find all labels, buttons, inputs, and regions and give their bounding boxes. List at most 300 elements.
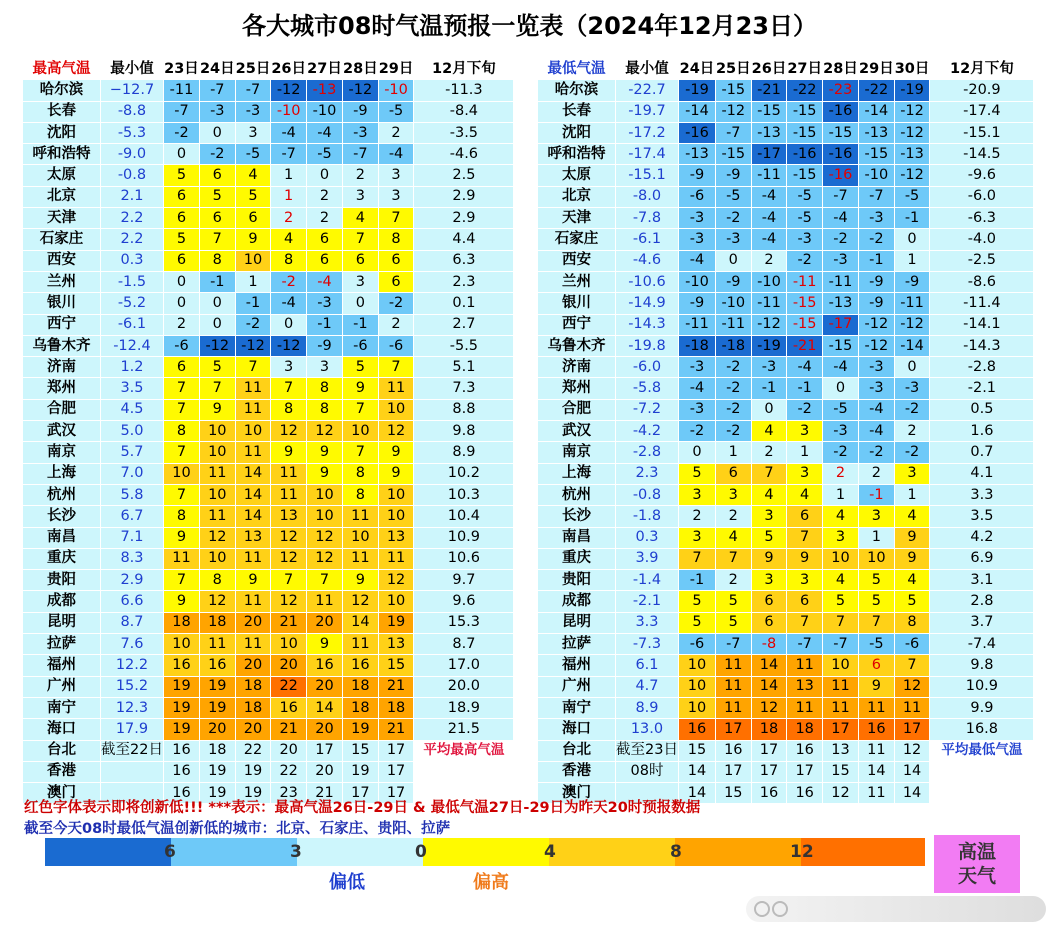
legend-tick-6: 6 bbox=[164, 842, 176, 862]
temp-cell: 18 bbox=[199, 612, 235, 633]
min-value: 5.0 bbox=[101, 421, 164, 442]
temp-cell: 11 bbox=[235, 442, 271, 463]
temp-cell: -6 bbox=[678, 186, 715, 207]
min-value: -19.8 bbox=[616, 335, 679, 356]
temp-cell: 8 bbox=[307, 399, 343, 420]
monthly-value: 20.0 bbox=[414, 676, 514, 697]
temp-cell: -4 bbox=[751, 186, 787, 207]
monthly-value: -14.5 bbox=[930, 144, 1034, 165]
temp-cell: 11 bbox=[271, 463, 307, 484]
min-value: 1.2 bbox=[101, 357, 164, 378]
temp-cell: -9 bbox=[715, 165, 751, 186]
temp-cell: 5 bbox=[678, 591, 715, 612]
temp-cell: 18 bbox=[751, 719, 787, 740]
temp-cell: 10 bbox=[307, 506, 343, 527]
monthly-value: 9.9 bbox=[930, 697, 1034, 718]
min-value: -14.3 bbox=[616, 314, 679, 335]
temp-cell: -4 bbox=[378, 144, 414, 165]
table-row bbox=[23, 676, 514, 697]
temp-cell: -2 bbox=[823, 442, 859, 463]
temp-cell: 13 bbox=[378, 527, 414, 548]
temp-cell: 0 bbox=[163, 144, 199, 165]
temp-cell: 7 bbox=[715, 548, 751, 569]
table-row bbox=[538, 399, 1034, 420]
min-value: 12.2 bbox=[101, 655, 164, 676]
city-name: 乌鲁木齐 bbox=[23, 335, 101, 356]
temp-cell: 7 bbox=[163, 442, 199, 463]
temp-cell: -10 bbox=[378, 80, 414, 101]
temp-cell: 8 bbox=[271, 399, 307, 420]
temp-cell: -4 bbox=[859, 399, 895, 420]
legend-high-label: 偏高 bbox=[473, 872, 509, 893]
temp-cell: 0 bbox=[163, 293, 199, 314]
temp-cell: -21 bbox=[751, 80, 787, 101]
temp-cell: 12 bbox=[271, 548, 307, 569]
temp-cell: -19 bbox=[678, 80, 715, 101]
min-value: 7.1 bbox=[101, 527, 164, 548]
temp-cell: -2 bbox=[678, 421, 715, 442]
table-row bbox=[538, 697, 1034, 718]
temp-cell: -2 bbox=[715, 357, 751, 378]
temp-cell: 16 bbox=[678, 719, 715, 740]
temp-cell: -4 bbox=[307, 271, 343, 292]
monthly-value: -14.3 bbox=[930, 335, 1034, 356]
temp-cell: 7 bbox=[378, 357, 414, 378]
temp-cell: 20 bbox=[271, 655, 307, 676]
temp-cell: -10 bbox=[678, 271, 715, 292]
monthly-value: 7.3 bbox=[414, 378, 514, 399]
temp-cell: -9 bbox=[343, 101, 379, 122]
temp-cell: -3 bbox=[678, 208, 715, 229]
temp-cell: -12 bbox=[894, 122, 930, 143]
table-row bbox=[23, 101, 514, 122]
temp-cell: 7 bbox=[199, 378, 235, 399]
monthly-value: 17.0 bbox=[414, 655, 514, 676]
temp-cell: 8 bbox=[894, 612, 930, 633]
temp-cell: 7 bbox=[271, 570, 307, 591]
temp-cell: 15 bbox=[343, 740, 379, 761]
temp-cell: -16 bbox=[823, 144, 859, 165]
temp-cell: 9 bbox=[378, 463, 414, 484]
monthly-value: -8.4 bbox=[414, 101, 514, 122]
temp-cell: -1 bbox=[678, 570, 715, 591]
city-name: 福州 bbox=[23, 655, 101, 676]
temp-cell: 13 bbox=[823, 740, 859, 761]
watermark-dot-icon bbox=[772, 901, 788, 917]
city-name: 长沙 bbox=[23, 506, 101, 527]
temp-cell: 0 bbox=[751, 399, 787, 420]
temp-cell: 4 bbox=[235, 165, 271, 186]
temp-cell: 4 bbox=[751, 484, 787, 505]
city-name: 台北 bbox=[23, 740, 101, 761]
city-name: 长春 bbox=[23, 101, 101, 122]
temp-cell: 5 bbox=[343, 357, 379, 378]
city-name: 合肥 bbox=[538, 399, 616, 420]
legend-tick-8: 8 bbox=[670, 842, 682, 862]
temp-cell: -4 bbox=[823, 357, 859, 378]
temp-cell: 2 bbox=[378, 314, 414, 335]
temp-cell: -15 bbox=[751, 101, 787, 122]
city-name: 兰州 bbox=[23, 271, 101, 292]
temp-cell: 6 bbox=[235, 208, 271, 229]
temp-cell: 0 bbox=[199, 293, 235, 314]
legend-swatch-warm bbox=[423, 838, 549, 866]
temp-cell: 17 bbox=[894, 719, 930, 740]
temp-cell: -11 bbox=[751, 293, 787, 314]
temp-cell: 0 bbox=[894, 357, 930, 378]
temp-cell: -15 bbox=[787, 101, 823, 122]
temp-cell: -15 bbox=[787, 314, 823, 335]
temp-cell: 12 bbox=[271, 421, 307, 442]
temp-cell: 0 bbox=[307, 165, 343, 186]
temp-cell: -4 bbox=[307, 122, 343, 143]
table-row bbox=[23, 612, 514, 633]
temp-cell: 17 bbox=[378, 740, 414, 761]
temp-cell: 6 bbox=[787, 591, 823, 612]
temp-cell: -19 bbox=[894, 80, 930, 101]
temp-cell: 20 bbox=[235, 719, 271, 740]
hot-label-line2: 天气 bbox=[957, 865, 996, 887]
header-cell: 24日 bbox=[199, 59, 235, 80]
monthly-value: 10.2 bbox=[414, 463, 514, 484]
table-row bbox=[538, 570, 1034, 591]
city-name: 成都 bbox=[538, 591, 616, 612]
temp-cell: -12 bbox=[271, 80, 307, 101]
temp-cell: 20 bbox=[307, 676, 343, 697]
header-cell: 最低气温 bbox=[538, 59, 616, 80]
temp-cell: -13 bbox=[751, 122, 787, 143]
min-value: -9.0 bbox=[101, 144, 164, 165]
table-row bbox=[538, 378, 1034, 399]
min-value: 12.3 bbox=[101, 697, 164, 718]
min-value: 4.7 bbox=[616, 676, 679, 697]
temp-cell: -3 bbox=[235, 101, 271, 122]
temp-cell: 1 bbox=[715, 442, 751, 463]
temp-cell: 7 bbox=[787, 527, 823, 548]
monthly-value: 9.7 bbox=[414, 570, 514, 591]
min-value: -8.0 bbox=[616, 186, 679, 207]
monthly-value: -14.1 bbox=[930, 314, 1034, 335]
temp-cell: -13 bbox=[859, 122, 895, 143]
temp-cell: 13 bbox=[378, 634, 414, 655]
city-name: 台北 bbox=[538, 740, 616, 761]
temp-cell: -10 bbox=[859, 165, 895, 186]
temp-cell: 21 bbox=[378, 676, 414, 697]
temp-cell: 19 bbox=[199, 761, 235, 782]
min-value: 2.3 bbox=[616, 463, 679, 484]
temp-cell: -12 bbox=[894, 314, 930, 335]
temp-cell: 10 bbox=[859, 548, 895, 569]
monthly-value: 9.8 bbox=[414, 421, 514, 442]
red-font-note: 红色字体表示即将创新低!!! ***表示：最高气温26日-29日 & 最低气温27日-29日为昨天20时预报数据 bbox=[24, 800, 701, 816]
temp-cell: -2 bbox=[787, 250, 823, 271]
temp-cell: 8 bbox=[271, 250, 307, 271]
monthly-value: -11.4 bbox=[930, 293, 1034, 314]
temp-cell: 9 bbox=[859, 676, 895, 697]
table-row bbox=[538, 335, 1034, 356]
average-label bbox=[414, 761, 514, 782]
min-value: -12.4 bbox=[101, 335, 164, 356]
watermark-bar bbox=[746, 896, 1046, 922]
temp-cell: 11 bbox=[787, 697, 823, 718]
temp-cell: 17 bbox=[378, 761, 414, 782]
city-name: 哈尔滨 bbox=[538, 80, 616, 101]
legend-swatch-very-hot bbox=[801, 838, 925, 866]
table-row bbox=[23, 122, 514, 143]
city-name: 南昌 bbox=[23, 527, 101, 548]
city-name: 武汉 bbox=[23, 421, 101, 442]
temp-cell: 10 bbox=[378, 506, 414, 527]
temp-cell: 10 bbox=[199, 421, 235, 442]
city-name: 北京 bbox=[538, 186, 616, 207]
table-row bbox=[538, 314, 1034, 335]
city-name: 上海 bbox=[23, 463, 101, 484]
temp-cell: -3 bbox=[678, 357, 715, 378]
temp-cell: 10 bbox=[163, 634, 199, 655]
temp-cell: 7 bbox=[163, 570, 199, 591]
monthly-value: 18.9 bbox=[414, 697, 514, 718]
temp-cell: 1 bbox=[271, 165, 307, 186]
temp-cell: -15 bbox=[823, 335, 859, 356]
header-cell: 12月下旬 bbox=[414, 59, 514, 80]
legend-tick-4: 4 bbox=[544, 842, 556, 862]
monthly-value: -11.3 bbox=[414, 80, 514, 101]
city-name: 广州 bbox=[23, 676, 101, 697]
header-cell: 23日 bbox=[163, 59, 199, 80]
monthly-value: 2.3 bbox=[414, 271, 514, 292]
temp-cell: -2 bbox=[715, 208, 751, 229]
temp-cell: 6 bbox=[199, 208, 235, 229]
temp-cell: -1 bbox=[307, 314, 343, 335]
temp-cell: -2 bbox=[787, 399, 823, 420]
temp-cell: 3 bbox=[343, 186, 379, 207]
min-value: 4.5 bbox=[101, 399, 164, 420]
temp-cell: 5 bbox=[678, 463, 715, 484]
temp-cell: -15 bbox=[715, 80, 751, 101]
temp-cell: -4 bbox=[823, 208, 859, 229]
temp-cell: 5 bbox=[859, 591, 895, 612]
city-name: 长春 bbox=[538, 101, 616, 122]
temp-cell: 6 bbox=[751, 612, 787, 633]
monthly-value: 10.3 bbox=[414, 484, 514, 505]
temp-cell: 8 bbox=[199, 250, 235, 271]
temp-cell: 6 bbox=[307, 250, 343, 271]
temp-cell: -4 bbox=[678, 378, 715, 399]
legend-swatch-hot bbox=[675, 838, 801, 866]
temp-cell: -12 bbox=[859, 314, 895, 335]
header-cell: 28日 bbox=[823, 59, 859, 80]
temp-cell: 10 bbox=[235, 250, 271, 271]
legend-tick-3: 3 bbox=[290, 842, 302, 862]
temp-cell: -7 bbox=[163, 101, 199, 122]
temp-cell: -3 bbox=[894, 378, 930, 399]
header-cell: 最小值 bbox=[616, 59, 679, 80]
table-row bbox=[538, 357, 1034, 378]
temp-cell: -16 bbox=[823, 165, 859, 186]
monthly-value: 3.3 bbox=[930, 484, 1034, 505]
temp-cell: 10 bbox=[199, 484, 235, 505]
monthly-value: 9.6 bbox=[414, 591, 514, 612]
min-value: -8.8 bbox=[101, 101, 164, 122]
temp-cell: 20 bbox=[271, 740, 307, 761]
city-name: 重庆 bbox=[23, 548, 101, 569]
record-low-cities-note: 截至今天08时最低气温创新低的城市：北京、石家庄、贵阳、拉萨 bbox=[24, 821, 451, 837]
monthly-value: 10.9 bbox=[930, 676, 1034, 697]
min-value: -1.5 bbox=[101, 271, 164, 292]
temp-cell: -7 bbox=[859, 186, 895, 207]
temp-cell: 17 bbox=[751, 761, 787, 782]
temp-cell: 10 bbox=[678, 697, 715, 718]
table-row bbox=[538, 186, 1034, 207]
monthly-value: 21.5 bbox=[414, 719, 514, 740]
legend-low-label: 偏低 bbox=[329, 872, 365, 893]
monthly-value: 3.5 bbox=[930, 506, 1034, 527]
temp-cell: -9 bbox=[894, 271, 930, 292]
temp-cell: 20 bbox=[307, 761, 343, 782]
table-row bbox=[538, 144, 1034, 165]
temp-cell: 1 bbox=[894, 250, 930, 271]
temp-cell: 4 bbox=[715, 527, 751, 548]
temp-cell: -19 bbox=[751, 335, 787, 356]
temp-cell: -5 bbox=[787, 186, 823, 207]
average-label: 平均最低气温 bbox=[930, 740, 1034, 761]
temp-cell: 22 bbox=[271, 676, 307, 697]
temp-cell: -9 bbox=[715, 271, 751, 292]
header-cell: 27日 bbox=[307, 59, 343, 80]
city-name: 杭州 bbox=[538, 484, 616, 505]
temp-cell: -3 bbox=[823, 250, 859, 271]
temp-cell: 23 bbox=[271, 783, 307, 804]
temp-cell: -5 bbox=[307, 144, 343, 165]
temp-cell: 19 bbox=[163, 697, 199, 718]
temp-cell: 10 bbox=[378, 591, 414, 612]
temp-cell: 11 bbox=[199, 634, 235, 655]
temp-cell: -5 bbox=[787, 208, 823, 229]
temp-cell: 14 bbox=[235, 463, 271, 484]
monthly-value: -9.6 bbox=[930, 165, 1034, 186]
temp-cell: 3 bbox=[859, 506, 895, 527]
temp-cell: -7 bbox=[715, 634, 751, 655]
temp-cell: 3 bbox=[235, 122, 271, 143]
city-name: 哈尔滨 bbox=[23, 80, 101, 101]
temp-cell: 7 bbox=[199, 229, 235, 250]
monthly-value: 2.8 bbox=[930, 591, 1034, 612]
min-value: 5.7 bbox=[101, 442, 164, 463]
temp-cell: 11 bbox=[271, 484, 307, 505]
temp-cell: 19 bbox=[343, 719, 379, 740]
temp-cell: -21 bbox=[787, 335, 823, 356]
temp-cell: -10 bbox=[751, 271, 787, 292]
temp-cell: -18 bbox=[678, 335, 715, 356]
min-value: 6.1 bbox=[616, 655, 679, 676]
temp-cell: 11 bbox=[823, 676, 859, 697]
temp-cell: 14 bbox=[751, 655, 787, 676]
temp-cell: 5 bbox=[894, 591, 930, 612]
min-value: -6.1 bbox=[101, 314, 164, 335]
table-row bbox=[23, 570, 514, 591]
temp-cell: 18 bbox=[378, 697, 414, 718]
monthly-value: 2.7 bbox=[414, 314, 514, 335]
temp-cell: 21 bbox=[307, 783, 343, 804]
temp-cell: -11 bbox=[787, 271, 823, 292]
temp-cell: 3 bbox=[894, 463, 930, 484]
monthly-value: 6.9 bbox=[930, 548, 1034, 569]
table-row bbox=[23, 719, 514, 740]
temp-cell: 19 bbox=[199, 783, 235, 804]
monthly-value: 16.8 bbox=[930, 719, 1034, 740]
monthly-value: 3.7 bbox=[930, 612, 1034, 633]
header-cell: 28日 bbox=[343, 59, 379, 80]
temp-cell: 8 bbox=[199, 570, 235, 591]
temp-cell: 2 bbox=[378, 122, 414, 143]
temp-cell: 3 bbox=[787, 463, 823, 484]
temp-cell: -12 bbox=[271, 335, 307, 356]
temp-cell: -10 bbox=[715, 293, 751, 314]
temp-cell: -12 bbox=[859, 335, 895, 356]
min-value: 3.9 bbox=[616, 548, 679, 569]
temp-cell: 21 bbox=[378, 719, 414, 740]
table-row bbox=[23, 548, 514, 569]
city-name: 澳门 bbox=[538, 783, 616, 804]
temp-cell: -23 bbox=[823, 80, 859, 101]
header-cell: 最高气温 bbox=[23, 59, 101, 80]
temp-cell: 11 bbox=[378, 548, 414, 569]
temp-cell: 14 bbox=[751, 676, 787, 697]
min-value: 3.3 bbox=[616, 612, 679, 633]
table-row bbox=[23, 378, 514, 399]
min-value: 7.6 bbox=[101, 634, 164, 655]
min-value: -0.8 bbox=[101, 165, 164, 186]
temp-cell: 1 bbox=[787, 442, 823, 463]
city-name: 西安 bbox=[538, 250, 616, 271]
temp-cell: 17 bbox=[307, 740, 343, 761]
table-row bbox=[538, 506, 1034, 527]
temp-cell: 11 bbox=[235, 548, 271, 569]
temp-cell: 6 bbox=[787, 506, 823, 527]
temp-cell: -12 bbox=[894, 165, 930, 186]
temp-cell: 10 bbox=[199, 548, 235, 569]
temp-cell: 5 bbox=[163, 229, 199, 250]
temp-cell: 0 bbox=[199, 314, 235, 335]
temp-cell: 19 bbox=[235, 761, 271, 782]
temp-cell: -13 bbox=[678, 144, 715, 165]
temp-cell: 17 bbox=[787, 761, 823, 782]
temp-cell: 4 bbox=[894, 570, 930, 591]
min-value: 8.9 bbox=[616, 697, 679, 718]
temp-cell: 20 bbox=[307, 612, 343, 633]
monthly-value: 0.5 bbox=[930, 399, 1034, 420]
temp-cell: 11 bbox=[235, 378, 271, 399]
temp-cell: 5 bbox=[199, 357, 235, 378]
temp-cell: -4 bbox=[859, 421, 895, 442]
monthly-value: -2.8 bbox=[930, 357, 1034, 378]
temp-cell: 9 bbox=[307, 463, 343, 484]
temp-cell: 7 bbox=[751, 463, 787, 484]
temp-cell: -6 bbox=[343, 335, 379, 356]
page-title: 各大城市08时气温预报一览表（2024年12月23日） bbox=[242, 12, 817, 40]
table-row bbox=[538, 463, 1034, 484]
temp-cell: -11 bbox=[823, 271, 859, 292]
temp-cell: 18 bbox=[343, 697, 379, 718]
temp-cell: 2 bbox=[751, 250, 787, 271]
temp-cell: -2 bbox=[859, 229, 895, 250]
temp-cell: 16 bbox=[163, 783, 199, 804]
temp-cell: -22 bbox=[787, 80, 823, 101]
temp-cell: 12 bbox=[894, 740, 930, 761]
temp-cell: 12 bbox=[823, 783, 859, 804]
temp-cell: 16 bbox=[715, 740, 751, 761]
city-name: 海口 bbox=[23, 719, 101, 740]
